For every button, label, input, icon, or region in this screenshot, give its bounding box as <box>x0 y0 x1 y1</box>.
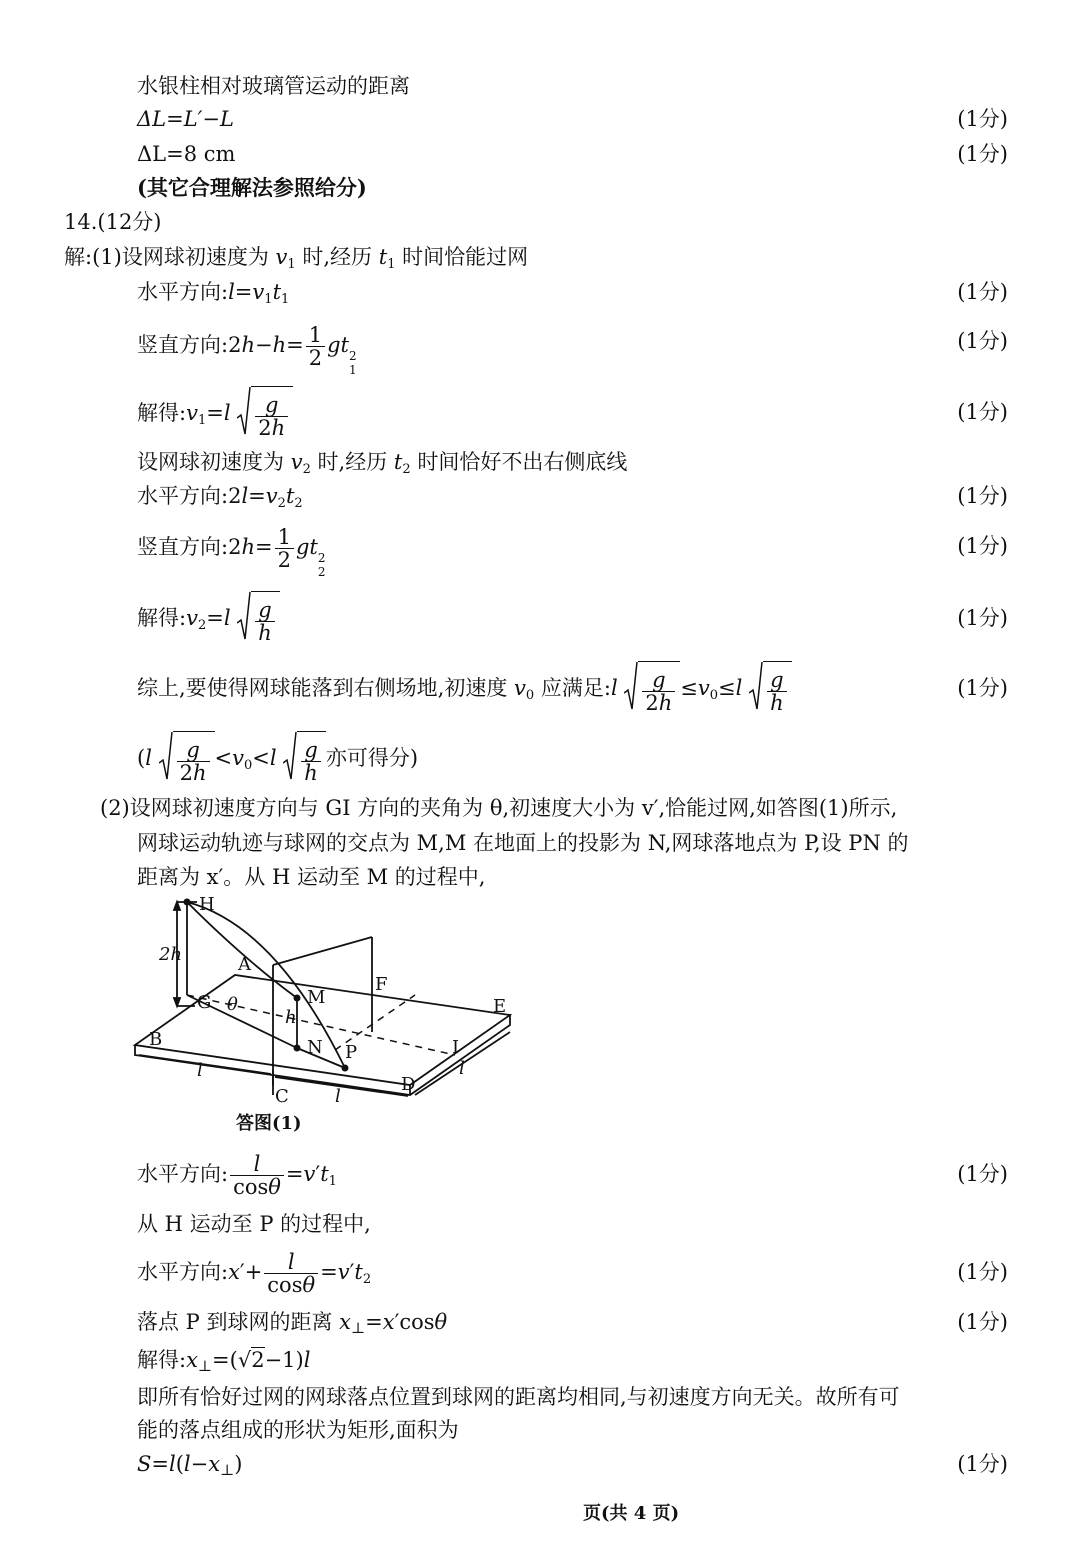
label-2h: 2h <box>159 944 183 965</box>
alternative-answer: (l $\frac{g}{2h}$ $<v_0<l$ $\frac{g}{h}$ 亦可得分) <box>137 730 418 786</box>
horizontal-eq-1: 水平方向$:l=v_1t_1$ <box>137 280 290 307</box>
score-label: (1分) <box>957 1310 1008 1334</box>
question-number: 14.(12分) <box>64 210 162 234</box>
score-label: (1分) <box>957 107 1008 131</box>
label-g: G <box>197 992 212 1013</box>
label-m: M <box>307 987 326 1008</box>
perp-distance: 落点 P 到球网的距离 x⊥=x′cosθ <box>137 1310 448 1337</box>
vertical-eq-2: 竖直方向:2h= $\frac{1}{2}$ gt 2 2 <box>137 525 326 579</box>
solution-v1: 解得$:v_1=l$ $\frac{g}{2h}$ <box>137 385 293 441</box>
label-l-1: l <box>197 1060 203 1081</box>
label-p: P <box>345 1042 358 1063</box>
tennis-court-figure <box>125 890 525 1145</box>
label-h: H <box>199 894 215 915</box>
score-label: (1分) <box>957 280 1008 304</box>
label-l-3: l <box>459 1058 465 1079</box>
from-h-to-p: 从 H 运动至 P 的过程中, <box>137 1212 371 1236</box>
label-f: F <box>375 974 388 995</box>
score-label: (1分) <box>957 534 1008 558</box>
label-theta: θ <box>227 994 238 1015</box>
label-e: E <box>493 996 507 1017</box>
score-label: (1分) <box>957 400 1008 424</box>
score-label: (1分) <box>957 1452 1008 1476</box>
vertical-eq-1: 竖直方向:2h−h= $\frac{1}{2}$ gt 2 1 <box>137 323 357 377</box>
score-label: (1分) <box>957 606 1008 630</box>
part2-line2: 网球运动轨迹与球网的交点为 M,M 在地面上的投影为 N,网球落地点为 P,设 PN 的 <box>137 831 909 855</box>
solution-intro: 解:(1)设网球初速度为 $v_1$ 时,经历 $t_1$ 时间恰能过网 <box>64 245 529 272</box>
label-c: C <box>275 1086 289 1107</box>
horizontal-eq-hm: 水平方向: $\frac{l}{\cos\theta}$ $=v't_1$ <box>137 1152 337 1199</box>
label-d: D <box>401 1074 416 1095</box>
conclusion-line1: 即所有恰好过网的网球落点位置到球网的距离均相同,与初速度方向无关。故所有可 <box>137 1385 900 1409</box>
label-n: N <box>307 1037 323 1058</box>
horizontal-eq-2: 水平方向$:2l=v_2t_2$ <box>137 484 303 511</box>
score-label: (1分) <box>957 1162 1008 1186</box>
conclusion-line2: 能的落点组成的形状为矩形,面积为 <box>137 1418 459 1442</box>
score-label: (1分) <box>957 1260 1008 1284</box>
solution-v2: 解得$:v_2=l$ $\frac{g}{h}$ <box>137 590 280 646</box>
area-equation: S=l(l−x⊥) <box>137 1452 243 1479</box>
figure-caption: 答图(1) <box>236 1113 302 1134</box>
part2-line1: (2)设网球初速度方向与 GI 方向的夹角为 θ,初速度大小为 v′,恰能过网,如答图(1)所示, <box>100 796 898 820</box>
setup-v2: 设网球初速度为 $v_2$ 时,经历 $t_2$ 时间恰好不出右侧底线 <box>137 450 628 477</box>
score-label: (1分) <box>957 484 1008 508</box>
score-label: (1分) <box>957 329 1008 353</box>
label-h-small: h <box>285 1007 297 1028</box>
score-label: (1分) <box>957 676 1008 700</box>
summary-range: 综上,要使得网球能落到右侧场地,初速度 $v_0$ 应满足:l $\frac{g}{2h}$ $\le v_0\le l$ $\frac{g}{h}$ <box>137 660 792 716</box>
equation-delta-l: ΔL=L′−L <box>137 107 234 131</box>
horizontal-eq-hp: 水平方向:x′+ $\frac{l}{\cos\theta}$ $=v't_2$ <box>137 1250 372 1297</box>
score-label: (1分) <box>957 142 1008 166</box>
label-b: B <box>149 1029 163 1050</box>
equation-delta-l-value: ΔL=8 cm <box>137 142 236 166</box>
solution-xperp: 解得:x⊥=(√2−1)l <box>137 1348 311 1375</box>
text-line: 水银柱相对玻璃管运动的距离 <box>137 74 410 98</box>
figure-labels <box>149 894 506 1107</box>
grading-note: (其它合理解法参照给分) <box>137 175 367 200</box>
part2-line3: 距离为 x′。从 H 运动至 M 的过程中, <box>137 865 486 889</box>
label-l-2: l <box>335 1086 341 1107</box>
page-footer: 页(共 4 页) <box>583 1503 680 1524</box>
label-a: A <box>238 954 251 975</box>
label-i: I <box>452 1037 460 1058</box>
